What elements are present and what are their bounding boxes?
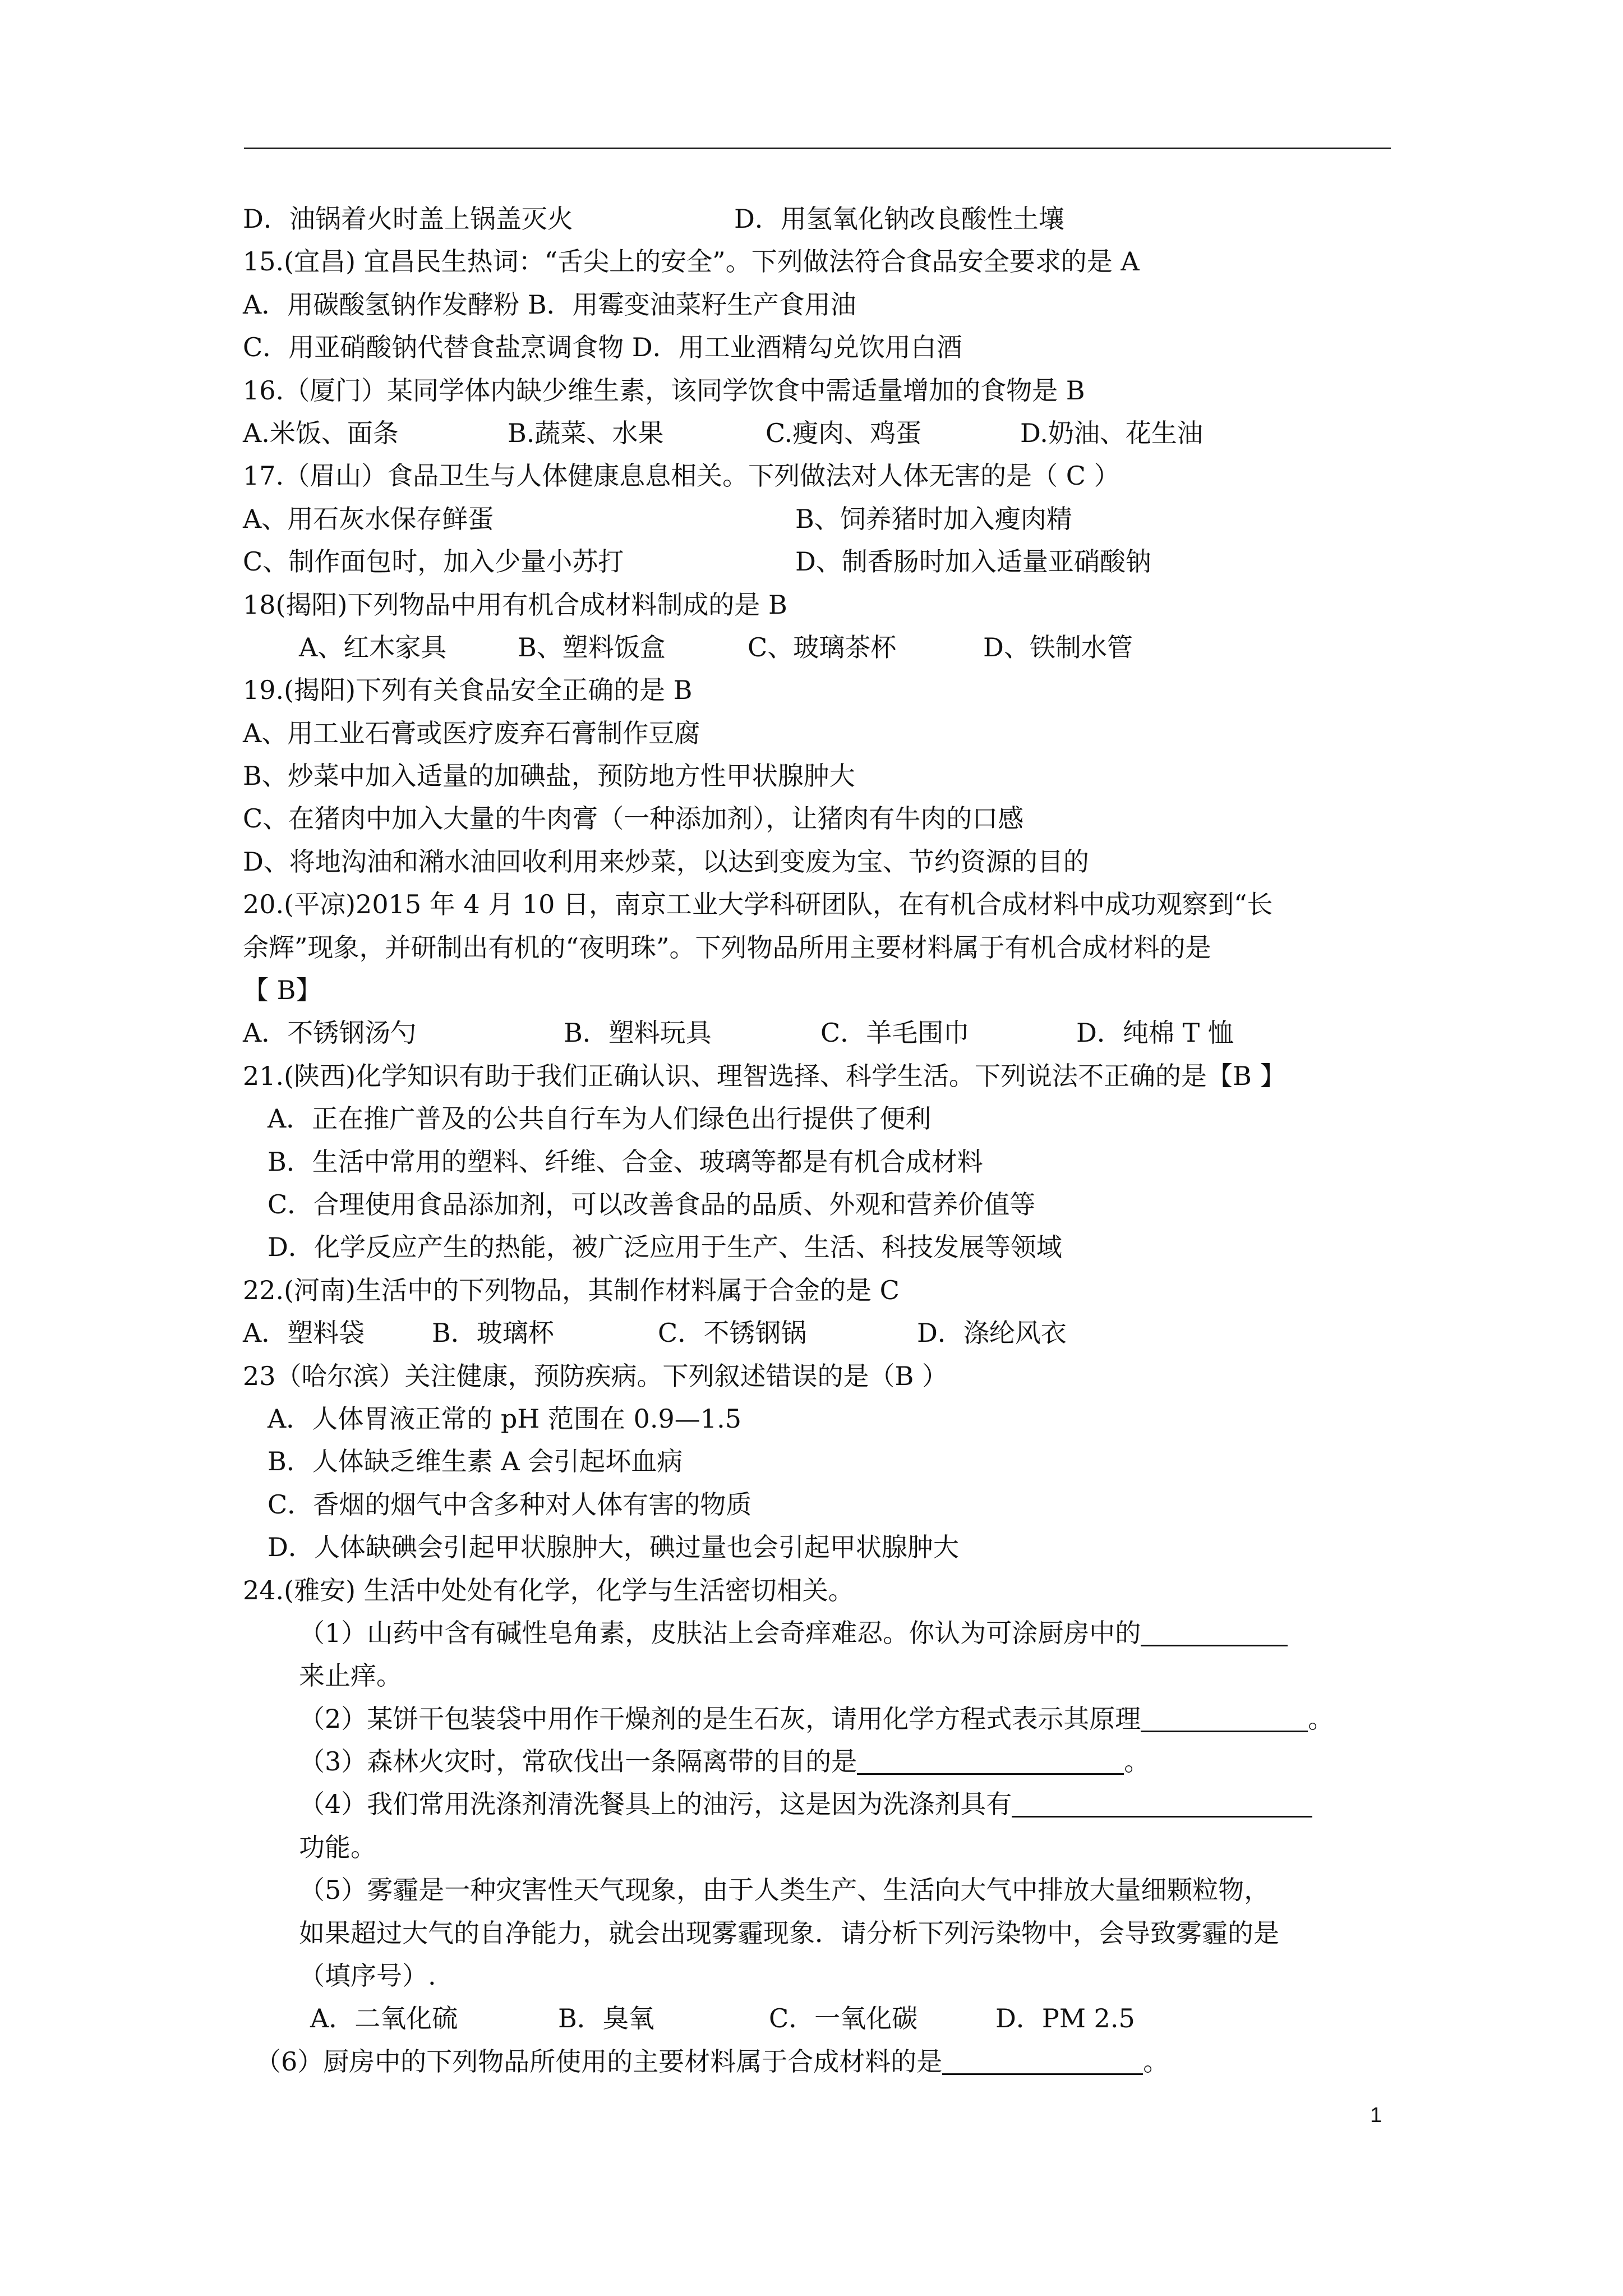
option-a: A、用工业石膏或医疗废弃石膏制作豆腐 [243,717,700,748]
text-line [243,1826,1465,1869]
text-line [243,754,1465,797]
option-d: D．人体缺碘会引起甲状腺肿大，碘过量也会引起甲状腺肿大 [268,1532,959,1563]
option-a: A．不锈钢汤勺 [243,1018,417,1048]
text-segment: D．用氢氧化钠改良酸性土壤 [734,204,1064,234]
text-segment: （5）雾霾是一种灾害性天气现象，由于人类生产、生活向大气中排放大量细颗粒物， [299,1875,1270,1906]
text-segment: （1）山药中含有碱性皂角素，皮肤沾上会奇痒难忍。你认为可涂厨房中的 [299,1617,1141,1648]
text-line [243,412,1465,454]
answer-blank[interactable] [1141,1703,1308,1732]
text-segment: 21.(陕西)化学知识有助于我们正确认识、理智选择、科学生活。下列说法不正确的是【B 】 [243,1060,1286,1091]
option-d: D．PM 2.5 [995,2003,1135,2034]
option-d: D、铁制水管 [983,632,1133,662]
option-a: A．塑料袋 [243,1318,365,1349]
text-segment: （2）某饼干包装袋中用作干燥剂的是生石灰，请用化学方程式表示其原理 [299,1703,1141,1734]
sub-question-2 [243,1697,1465,1740]
question-16 [243,369,1465,412]
question-22 [243,1269,1465,1312]
text-line [243,1440,1465,1483]
option-c: C．羊毛围巾 [820,1018,970,1048]
text-segment: 余辉”现象，并研制出有机的“夜明珠”。下列物品所用主要材料属于有机合成材料的是 [243,932,1211,963]
text-segment: 来止痒。 [299,1660,402,1691]
document-body [243,197,1465,2083]
question-17 [243,454,1465,497]
text-segment: 23（哈尔滨）关注健康，预防疾病。下列叙述错误的是（B ） [243,1360,948,1391]
text-line [243,1526,1465,1568]
text-segment: 16.（厦门）某同学体内缺少维生素，该同学饮食中需适量增加的食物是 B [243,375,1085,406]
option-c: C．香烟的烟气中含多种对人体有害的物质 [268,1489,752,1520]
text-segment: 18(揭阳)下列物品中用有机合成材料制成的是 B [243,589,787,620]
text-segment: 。 [1124,1746,1150,1777]
option-c: C．不锈钢锅 [658,1318,807,1349]
sub-question-4 [243,1783,1465,1825]
option-c: C．一氧化碳 [769,2003,918,2034]
question-24 [243,1569,1465,1612]
option-b: B、塑料饭盒 [518,632,666,662]
text-segment: 24.(雅安) 生活中处处有化学，化学与生活密切相关。 [243,1575,854,1605]
header-rule [244,148,1391,149]
option-d: D、将地沟油和潲水油回收利用来炒菜，以达到变废为宝、节约资源的目的 [243,846,1089,877]
question-18 [243,583,1465,626]
text-segment: 22.(河南)生活中的下列物品，其制作材料属于合金的是 C [243,1274,900,1305]
text-segment: D．油锅着火时盖上锅盖灭火 [243,204,573,234]
text-line [243,326,1465,369]
text-line [243,926,1465,969]
sub-question-3 [243,1740,1465,1783]
question-23 [243,1355,1465,1397]
option-a: A、用石灰水保存鲜蛋 [243,503,494,534]
option-d: D．化学反应产生的热能，被广泛应用于生产、生活、科技发展等领域 [268,1232,1062,1263]
option-d: D．纯棉 T 恤 [1076,1018,1234,1048]
option-c: C.瘦肉、鸡蛋 [766,417,922,448]
question-15 [243,240,1465,283]
text-segment: C．用亚硝酸钠代替食盐烹调食物 D．用工业酒精勾兑饮用白酒 [243,332,962,363]
text-segment: 功能。 [299,1832,376,1862]
option-c: C、制作面包时，加入少量小苏打 [243,546,624,577]
sub-question-1 [243,1612,1465,1654]
text-line [243,1011,1465,1054]
option-b: B、炒菜中加入适量的加碘盐，预防地方性甲状腺肿大 [243,761,855,792]
text-line [243,1397,1465,1440]
option-b: B．生活中常用的塑料、纤维、合金、玻璃等都是有机合成材料 [268,1146,983,1177]
answer-blank[interactable] [857,1745,1124,1775]
answer-blank[interactable] [1141,1617,1288,1646]
answer-blank[interactable] [1012,1788,1312,1818]
text-segment: （4）我们常用洗涤剂清洗餐具上的油污，这是因为洗涤剂具有 [299,1789,1012,1820]
text-segment: 17.（眉山）食品卫生与人体健康息息相关。下列做法对人体无害的是（ C ） [243,461,1120,491]
option-b: B．塑料玩具 [564,1018,712,1048]
option-c: C、玻璃茶杯 [748,632,897,662]
option-c: C、在猪肉中加入大量的牛肉膏（一种添加剂），让猪肉有牛肉的口感 [243,803,1024,834]
text-segment: A．用碳酸氢钠作发酵粉 B．用霉变油菜籽生产食用油 [243,289,856,320]
text-line [243,1183,1465,1226]
text-line [243,840,1465,883]
text-line [243,540,1465,583]
text-segment: （填序号）. [299,1961,436,1991]
option-a: A．二氧化硫 [310,2003,458,2034]
option-a: A．正在推广普及的公共自行车为人们绿色出行提供了便利 [268,1103,932,1134]
text-segment: 如果超过大气的自净能力，就会出现雾霾现象．请分析下列污染物中，会导致雾霾的是 [299,1917,1279,1948]
option-b: B.蔬菜、水果 [508,417,664,448]
option-b: B、饲养猪时加入瘦肉精 [795,503,1072,534]
text-line [243,1997,1465,2040]
text-segment: 19.(揭阳)下列有关食品安全正确的是 B [243,675,693,706]
text-line [243,1140,1465,1183]
text-segment: 15.(宜昌) 宜昌民生热词：“舌尖上的安全”。下列做法符合食品安全要求的是 A [243,246,1140,277]
option-b: B．人体缺乏维生素 A 会引起坏血病 [268,1446,683,1477]
option-c: C．合理使用食品添加剂，可以改善食品的品质、外观和营养价值等 [268,1189,1036,1220]
answer-bracket: 【 B】 [243,975,322,1006]
text-line [243,1097,1465,1140]
page-number: 1 [1370,2104,1382,2127]
text-line [243,1312,1465,1354]
question-19 [243,669,1465,711]
option-b: B．玻璃杯 [432,1318,554,1349]
option-a: A.米饭、面条 [243,417,399,448]
text-segment: 20.(平凉)2015 年 4 月 10 日，南京工业大学科研团队，在有机合成材料中成功观察到“长 [243,889,1273,920]
text-line [243,197,1465,240]
option-a: A、红木家具 [299,632,447,662]
question-21 [243,1055,1465,1097]
option-d: D．涤纶风衣 [917,1318,1067,1349]
text-line [243,797,1465,840]
text-segment: 。 [1143,2046,1169,2077]
answer-blank[interactable] [942,2045,1143,2075]
sub-question-5 [243,1869,1465,1911]
text-line [243,1954,1465,1997]
text-line [243,626,1465,669]
sub-question-6 [243,2040,1465,2083]
question-20 [243,883,1465,926]
text-segment: 。 [1308,1703,1334,1734]
option-b: B．臭氧 [558,2003,654,2034]
option-d: D.奶油、花生油 [1020,417,1203,448]
text-line [243,1912,1465,1954]
text-line [243,712,1465,754]
option-a: A．人体胃液正常的 pH 范围在 0.9—1.5 [268,1403,741,1434]
text-line [243,969,1465,1011]
text-segment: （3）森林火灾时，常砍伐出一条隔离带的目的是 [299,1746,857,1777]
text-segment: （6）厨房中的下列物品所使用的主要材料属于合成材料的是 [255,2046,943,2077]
text-line [243,283,1465,326]
text-line [243,1226,1465,1268]
text-line [243,1654,1465,1697]
text-line [243,1483,1465,1526]
option-d: D、制香肠时加入适量亚硝酸钠 [795,546,1151,577]
text-line [243,498,1465,540]
